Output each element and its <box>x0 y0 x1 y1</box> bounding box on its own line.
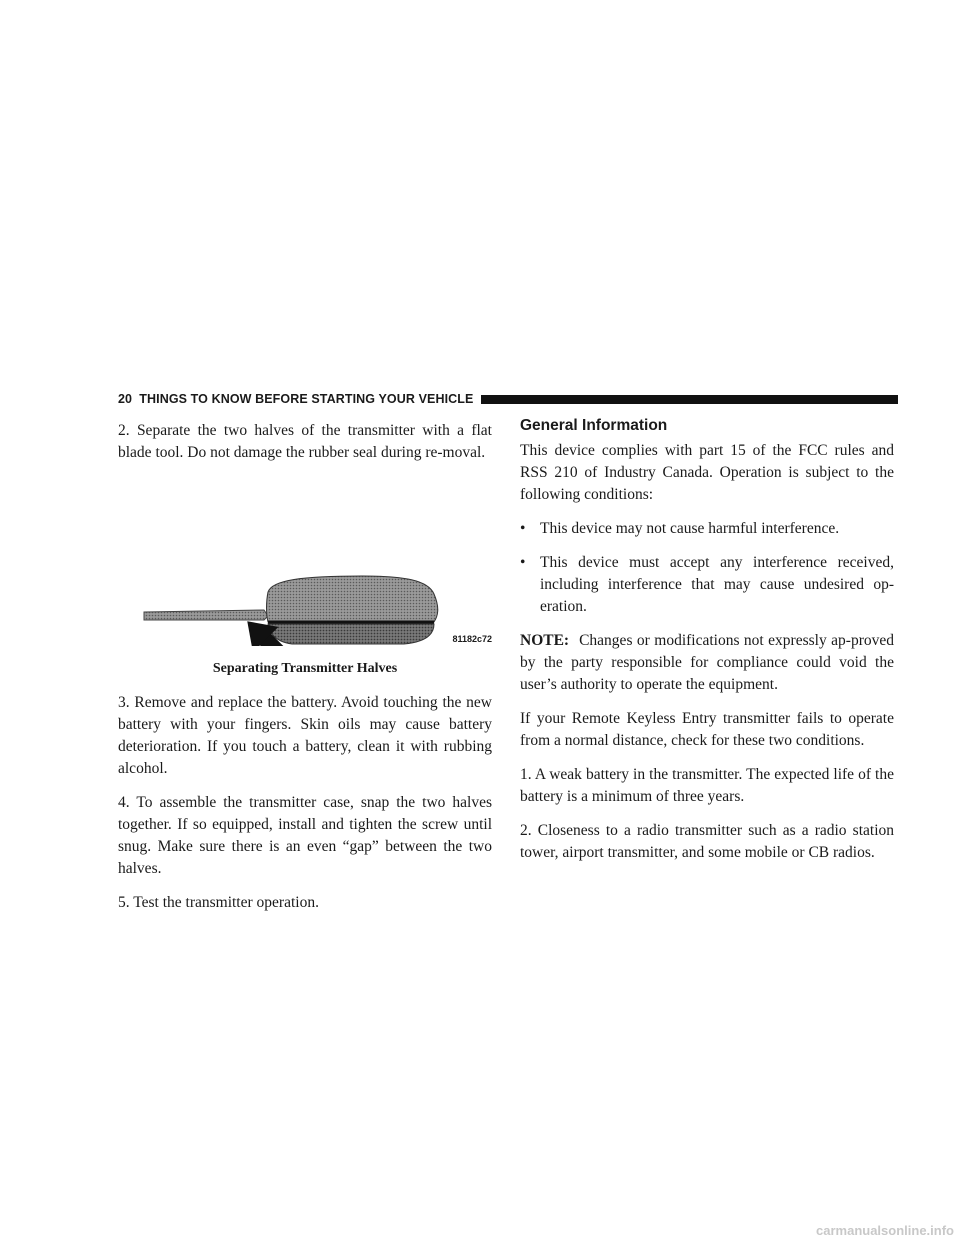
note-paragraph <box>520 630 894 696</box>
list-item <box>520 518 894 540</box>
header-title <box>118 392 481 406</box>
transmitter-figure <box>118 476 492 654</box>
intro-paragraph: This device complies with part 15 of the FCC rules and RSS 210 of Industry Canada. Operation is subject to the following conditions: <box>520 442 894 503</box>
list-item <box>520 552 894 618</box>
figure-caption: Separating Transmitter Halves <box>212 661 398 676</box>
page-number: 20 <box>118 392 133 406</box>
page-header <box>118 390 898 408</box>
note-text: Changes or modifications not expressly ap-proved by the party responsible for compliance could void the user’s authority to operate the equipment. <box>520 632 894 693</box>
note-label: NOTE: <box>520 632 570 649</box>
step-4-paragraph: 4. To assemble the transmitter case, snap the two halves together. If so equipped, install and tighten the screw until snug. Make sure there is an even “gap” between the two halves. <box>118 794 492 877</box>
step-3-paragraph: 3. Remove and replace the battery. Avoid touching the new battery with your fingers. Skin oils may cause battery deterioration. If you touch a battery, clean it with rubbing alcohol. <box>118 694 492 777</box>
right-column <box>520 417 894 876</box>
bullet-icon: • <box>520 520 526 537</box>
left-column <box>118 420 492 926</box>
bullet-text: This device may not cause harmful interference. <box>540 520 840 537</box>
header-rule <box>481 395 898 404</box>
step-2-paragraph: 2. Separate the two halves of the transmitter with a flat blade tool. Do not damage the rubber seal during re-moval. <box>118 422 492 461</box>
section-heading: General Information <box>520 417 668 434</box>
remote-paragraph: If your Remote Keyless Entry transmitter fails to operate from a normal distance, check for these two conditions. <box>520 710 894 749</box>
section-title: THINGS TO KNOW BEFORE STARTING YOUR VEHICLE <box>139 392 474 406</box>
condition-2-paragraph: 2. Closeness to a radio transmitter such as a radio station tower, airport transmitter, and some mobile or CB radios. <box>520 822 894 861</box>
watermark-logo: carmanualsonline.info <box>816 1223 954 1238</box>
bullet-text: This device must accept any interference received, including interference that may cause undesired op-eration. <box>540 554 894 615</box>
step-5-paragraph: 5. Test the transmitter operation. <box>118 894 319 911</box>
condition-1-paragraph: 1. A weak battery in the transmitter. The expected life of the battery is a minimum of three years. <box>520 766 894 805</box>
bullet-icon: • <box>520 554 526 571</box>
figure-code: 81182c72 <box>452 634 492 644</box>
transmitter-illustration <box>142 476 442 646</box>
conditions-list <box>520 518 894 618</box>
